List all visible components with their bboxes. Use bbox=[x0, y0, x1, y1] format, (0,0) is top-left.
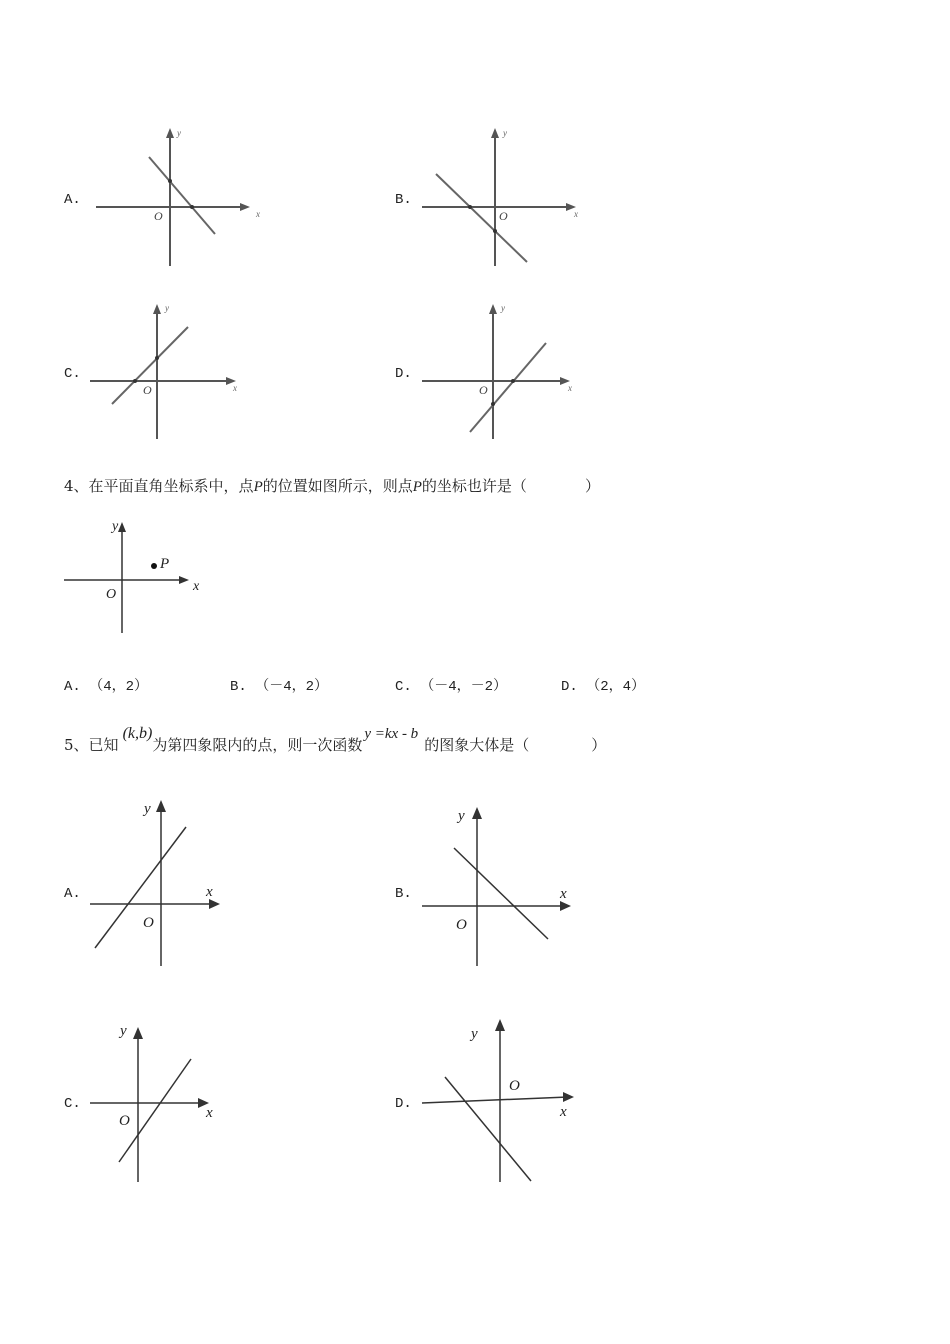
y-axis-label: y bbox=[120, 1023, 127, 1039]
x-axis-label: x bbox=[560, 886, 567, 902]
q5-option-a-label[interactable]: A. bbox=[64, 886, 81, 902]
q3-option-c-label[interactable]: C. bbox=[64, 366, 81, 382]
point-p-label: P bbox=[160, 556, 170, 572]
q4-text-1: 在平面直角坐标系中，点 bbox=[88, 477, 254, 495]
q4-choice-c-label: C. bbox=[395, 679, 412, 695]
q4-choice-a-value: （4，2） bbox=[89, 679, 149, 695]
y-axis-label: y bbox=[165, 303, 169, 313]
q4-choice-b-label: B. bbox=[230, 679, 247, 695]
q4-number: 4、 bbox=[64, 477, 89, 495]
x-axis-label: x bbox=[574, 209, 578, 219]
origin-label: O bbox=[106, 587, 117, 602]
x-axis-label: x bbox=[206, 1105, 213, 1121]
q4-paren-close: ） bbox=[584, 477, 600, 495]
q4-text-2: 的位置如图所示，则点 bbox=[262, 477, 413, 495]
q5-point-expr: (k,b) bbox=[122, 725, 153, 742]
origin-label: O bbox=[456, 917, 467, 933]
y-axis-arrow bbox=[495, 1019, 505, 1031]
x-axis-label: x bbox=[193, 579, 200, 594]
x-axis-label: x bbox=[233, 383, 237, 393]
q5-func-expr: y =kx - b bbox=[364, 726, 419, 742]
y-axis-label: y bbox=[144, 801, 151, 817]
y-axis-label: y bbox=[112, 519, 119, 534]
q4-choice-c-value: （－4，－2） bbox=[420, 679, 508, 695]
q5-paren-close: ） bbox=[591, 736, 607, 754]
q4-var-p: P bbox=[253, 479, 263, 495]
y-axis-label: y bbox=[177, 128, 181, 138]
q5-number: 5、 bbox=[64, 736, 89, 754]
q5-option-d-label[interactable]: D. bbox=[395, 1096, 412, 1112]
origin-label: O bbox=[119, 1113, 130, 1129]
origin-label: O bbox=[479, 383, 488, 397]
origin-label: O bbox=[499, 209, 508, 223]
q5-text-3: 的图象大体是（ bbox=[424, 736, 530, 754]
q5-text-1: 已知 bbox=[88, 736, 119, 754]
x-axis-label: x bbox=[568, 383, 572, 393]
q4-choice-b-value: （－4，2） bbox=[255, 679, 329, 695]
q4-choice-a-label: A. bbox=[64, 679, 81, 695]
q4-choice-d-value: （2，4） bbox=[586, 679, 646, 695]
q5-option-b-label[interactable]: B. bbox=[395, 886, 412, 902]
q4-text-3: 的坐标也许是（ bbox=[421, 477, 527, 495]
x-axis bbox=[422, 1097, 568, 1103]
x-axis-label: x bbox=[206, 884, 213, 900]
q3-option-a-label[interactable]: A. bbox=[64, 192, 81, 208]
q4-choice-d-label: D. bbox=[561, 679, 578, 695]
y-axis-label: y bbox=[471, 1026, 478, 1042]
y-axis-label: y bbox=[501, 303, 505, 313]
q5-text-2: 为第四象限内的点，则一次函数 bbox=[152, 736, 363, 754]
y-axis-label: y bbox=[458, 808, 465, 824]
q5-option-c-label[interactable]: C. bbox=[64, 1096, 81, 1112]
x-axis-label: x bbox=[256, 209, 260, 219]
origin-label: O bbox=[143, 915, 154, 931]
x-axis-label: x bbox=[560, 1104, 567, 1120]
origin-label: O bbox=[509, 1078, 520, 1094]
q3-option-b-label[interactable]: B. bbox=[395, 192, 412, 208]
origin-label: O bbox=[154, 209, 163, 223]
origin-label: O bbox=[143, 383, 152, 397]
q4-var-p-2: P bbox=[412, 479, 422, 495]
q3-option-d-label[interactable]: D. bbox=[395, 366, 412, 382]
x-axis-arrow bbox=[563, 1092, 574, 1102]
y-axis-label: y bbox=[503, 128, 507, 138]
